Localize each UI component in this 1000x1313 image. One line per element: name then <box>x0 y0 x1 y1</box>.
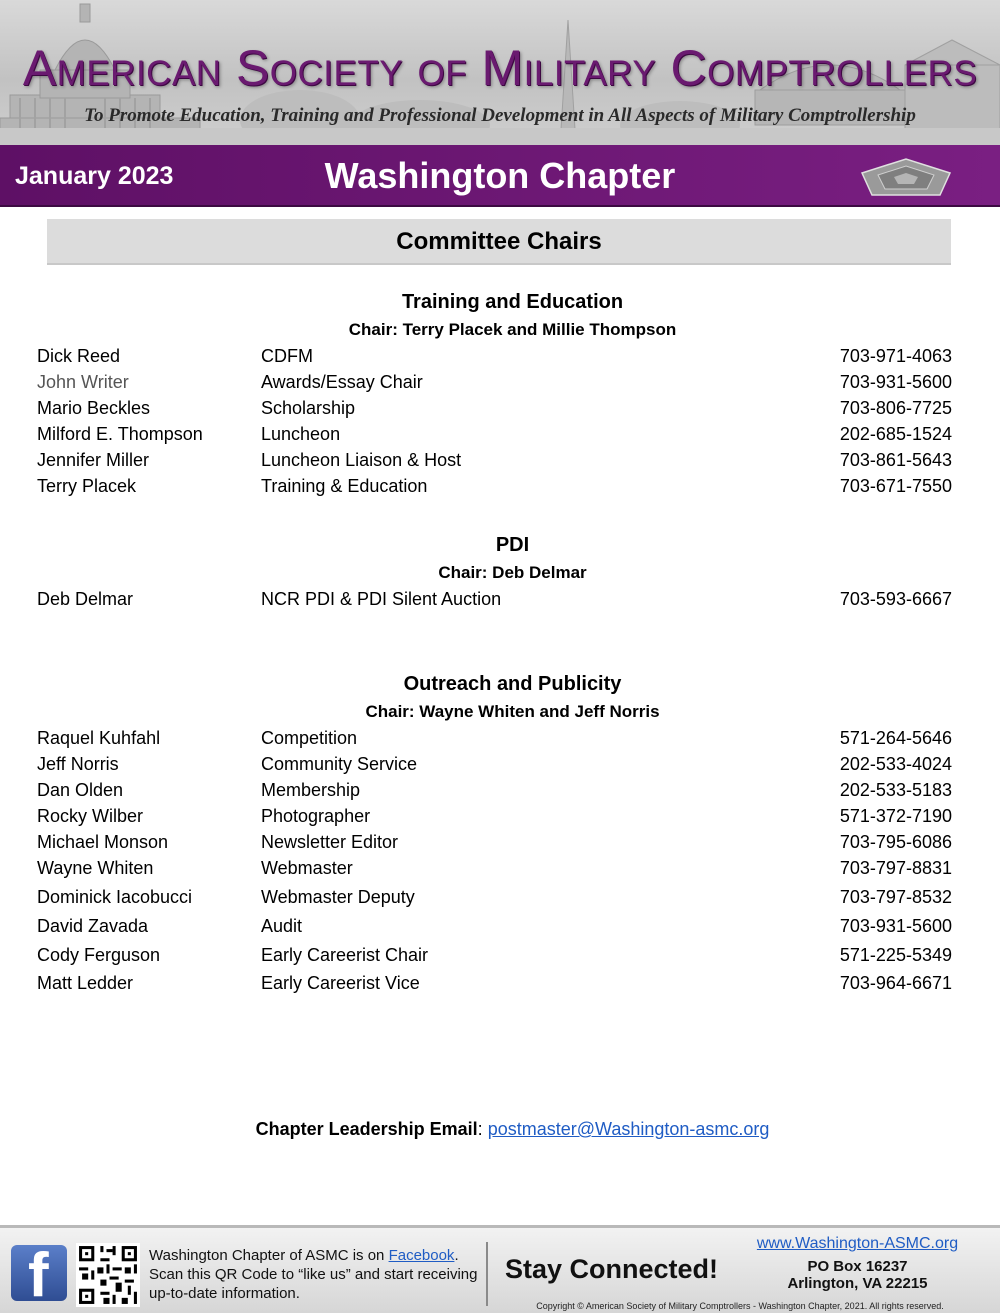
member-role: Membership <box>261 780 361 800</box>
member-role: Awards/Essay Chair <box>261 372 423 392</box>
table-row <box>0 474 1000 500</box>
member-name: Dan Olden <box>37 780 124 800</box>
member-phone: 703-861-5643 <box>839 450 952 470</box>
member-phone: 202-685-1524 <box>839 424 952 444</box>
leadership-email-link[interactable]: postmaster@Washington-asmc.org <box>487 1119 770 1139</box>
stay-connected-heading: Stay Connected! <box>505 1254 719 1284</box>
table-row <box>0 804 1000 830</box>
facebook-link[interactable]: Facebook <box>388 1247 455 1264</box>
table-row <box>0 856 1000 882</box>
leadership-email-line <box>0 1117 1000 1141</box>
member-role: Community Service <box>261 754 418 774</box>
member-name: Jeff Norris <box>37 754 119 774</box>
member-phone: 202-533-4024 <box>839 754 952 774</box>
facebook-message-prefix: Washington Chapter of ASMC is on <box>149 1247 389 1264</box>
table-row <box>0 396 1000 422</box>
committee-title: Outreach and Publicity <box>403 673 622 695</box>
committee-chair: Chair: Wayne Whiten and Jeff Norris <box>365 702 660 721</box>
committee-title: Training and Education <box>401 291 624 313</box>
organization-tagline: To Promote Education, Training and Professional Development in All Aspects of Military Comptrollership <box>84 105 916 126</box>
member-role: Competition <box>261 728 358 748</box>
member-name: Dick Reed <box>37 346 121 366</box>
member-name: Cody Ferguson <box>37 945 161 965</box>
member-role: Early Careerist Chair <box>261 945 429 965</box>
member-phone: 703-797-8532 <box>839 887 952 907</box>
member-role: Newsletter Editor <box>261 832 399 852</box>
member-name: Terry Placek <box>37 476 137 496</box>
member-phone: 571-264-5646 <box>839 728 952 748</box>
member-name: John Writer <box>37 372 129 392</box>
table-row <box>0 344 1000 370</box>
member-name: Wayne Whiten <box>37 858 154 878</box>
table-row <box>0 885 1000 911</box>
qr-code-icon <box>76 1243 140 1307</box>
member-phone: 703-971-4063 <box>839 346 952 366</box>
member-phone: 703-931-5600 <box>839 916 952 936</box>
table-row <box>0 370 1000 396</box>
member-name: Matt Ledder <box>37 973 134 993</box>
member-phone: 703-964-6671 <box>839 973 952 993</box>
member-name: Milford E. Thompson <box>37 424 203 444</box>
member-role: Audit <box>261 916 303 936</box>
committee-chair: Chair: Terry Placek and Millie Thompson <box>348 320 677 339</box>
member-name: Michael Monson <box>37 832 169 852</box>
facebook-icon[interactable]: f <box>11 1245 67 1301</box>
po-box: PO Box 16237 <box>807 1258 908 1275</box>
member-role: Webmaster <box>261 858 353 878</box>
member-phone: 703-797-8831 <box>839 858 952 878</box>
facebook-message-suffix: . Scan this QR Code to “like us” and start receiving up-to-date information. <box>149 1247 478 1302</box>
facebook-message <box>149 1246 489 1303</box>
member-name: Deb Delmar <box>37 589 134 609</box>
issue-bar <box>0 145 1000 207</box>
table-row <box>0 422 1000 448</box>
member-role: Training & Education <box>261 476 428 496</box>
member-name: Rocky Wilber <box>37 806 144 826</box>
chapter-name: Washington Chapter <box>324 155 676 196</box>
member-role: Photographer <box>261 806 371 826</box>
email-separator: : <box>477 1119 488 1139</box>
pentagon-icon <box>852 155 960 199</box>
city-state-zip: Arlington, VA 22215 <box>787 1275 928 1292</box>
member-role: CDFM <box>261 346 313 366</box>
organization-title: American Society of Military Comptrollers <box>22 40 978 96</box>
member-role: Luncheon Liaison & Host <box>261 450 462 470</box>
member-phone: 571-372-7190 <box>839 806 952 826</box>
committee-title: PDI <box>495 534 530 556</box>
mailing-address <box>735 1258 980 1292</box>
email-label: Chapter Leadership Email <box>255 1119 478 1139</box>
copyright-notice: Copyright © American Society of Military Comptrollers - Washington Chapter, 2021. All rights reserved. <box>536 1301 944 1311</box>
member-phone: 703-795-6086 <box>839 832 952 852</box>
section-title-committee-chairs: Committee Chairs <box>47 219 951 265</box>
member-phone: 202-533-5183 <box>839 780 952 800</box>
committee-chair: Chair: Deb Delmar <box>438 563 587 582</box>
member-phone: 703-931-5600 <box>839 372 952 392</box>
table-row <box>0 971 1000 997</box>
table-row <box>0 914 1000 940</box>
member-role: Early Careerist Vice <box>261 973 420 993</box>
member-name: Raquel Kuhfahl <box>37 728 161 748</box>
member-phone: 703-806-7725 <box>839 398 952 418</box>
footer <box>0 1225 1000 1313</box>
table-row <box>0 726 1000 752</box>
member-name: David Zavada <box>37 916 149 936</box>
table-row <box>0 448 1000 474</box>
website-link[interactable]: www.Washington-ASMC.org <box>756 1235 959 1252</box>
issue-date: January 2023 <box>15 162 174 190</box>
member-phone: 703-593-6667 <box>839 589 952 609</box>
table-row <box>0 752 1000 778</box>
table-row <box>0 830 1000 856</box>
member-role: NCR PDI & PDI Silent Auction <box>261 589 502 609</box>
table-row <box>0 778 1000 804</box>
table-row <box>0 943 1000 969</box>
member-name: Jennifer Miller <box>37 450 150 470</box>
masthead-banner <box>0 0 1000 145</box>
footer-divider <box>486 1242 488 1306</box>
table-row <box>0 587 1000 613</box>
member-name: Mario Beckles <box>37 398 151 418</box>
member-role: Luncheon <box>261 424 341 444</box>
member-phone: 703-671-7550 <box>839 476 952 496</box>
member-role: Scholarship <box>261 398 356 418</box>
member-name: Dominick Iacobucci <box>37 887 193 907</box>
member-phone: 571-225-5349 <box>839 945 952 965</box>
member-role: Webmaster Deputy <box>261 887 415 907</box>
